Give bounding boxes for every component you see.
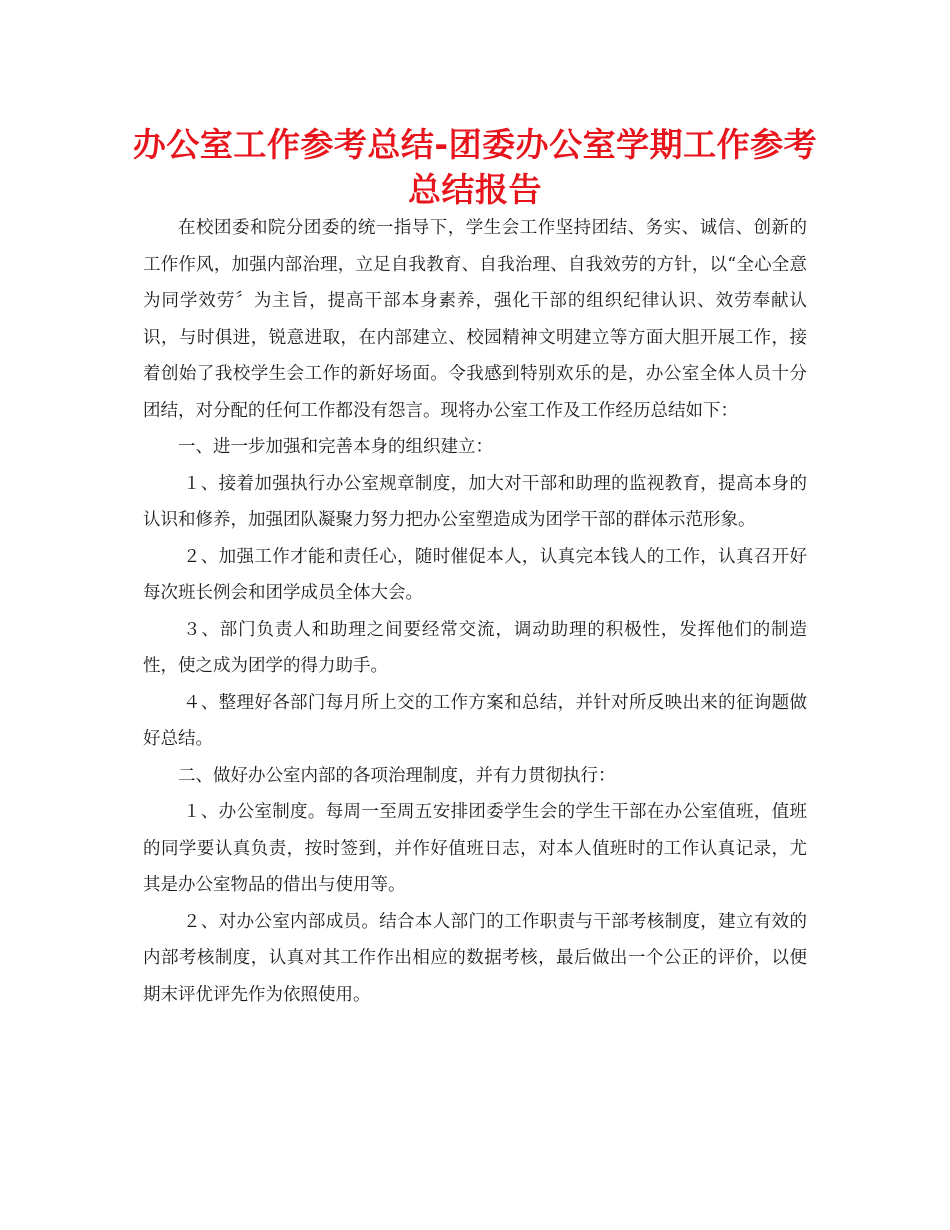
list-item: ３、部门负责人和助理之间要经常交流，调动助理的积极性，发挥他们的制造性，使之成为团学的得力助手。 bbox=[143, 619, 807, 676]
list-item: １、接着加强执行办公室规章制度，加大对干部和助理的监视教育，提高本身的认识和修养，加强团队凝聚力努力把办公室塑造成为团学干部的群体示范形象。 bbox=[143, 473, 807, 530]
section-heading-1: 一、进一步加强和完善本身的组织建立： bbox=[178, 437, 493, 457]
list-item: ４、整理好各部门每月所上交的工作方案和总结，并针对所反映出来的征询题做好总结。 bbox=[143, 692, 807, 749]
list-item: ２、对办公室内部成员。结合本人部门的工作职责与干部考核制度，建立有效的内部考核制度，认真对其工作作出相应的数据考核，最后做出一个公正的评价，以便期末评优评先作为依照使用。 bbox=[143, 911, 807, 1005]
list-item: １、办公室制度。每周一至周五安排团委学生会的学生干部在办公室值班，值班的同学要认真负责，按时签到，并作好值班日志，对本人值班时的工作认真记录，尤其是办公室物品的借出与使用等。 bbox=[143, 802, 807, 895]
document-body bbox=[143, 210, 807, 1013]
section-heading-2: 二、做好办公室内部的各项治理制度，并有力贯彻执行： bbox=[178, 765, 616, 786]
document-title: 办公室工作参考总结-团委办公室学期工作参考总结报告 bbox=[132, 125, 818, 209]
list-item: ２、加强工作才能和责任心，随时催促本人，认真完本钱人的工作，认真召开好每次班长例会和团学成员全体大会。 bbox=[143, 546, 807, 603]
intro-paragraph: 在校团委和院分团委的统一指导下，学生会工作坚持团结、务实、诚信、创新的工作作风，加强内部治理，立足自我教育、自我治理、自我效劳的方针，以“全心全意为同学效劳〞为主旨，提高干部本身素养，强化干部的组织纪律认识、效劳奉献认识，与时俱进，锐意进取，在内部建立、校园精神文明建立等方面大胆开展工作，接着创始了我校学生会工作的新好场面。令我感到特别欢乐的是，办公室全体人员十分团结，对分配的任何工作都没有怨言。现将办公室工作及工作经历总结如下： bbox=[143, 218, 807, 421]
